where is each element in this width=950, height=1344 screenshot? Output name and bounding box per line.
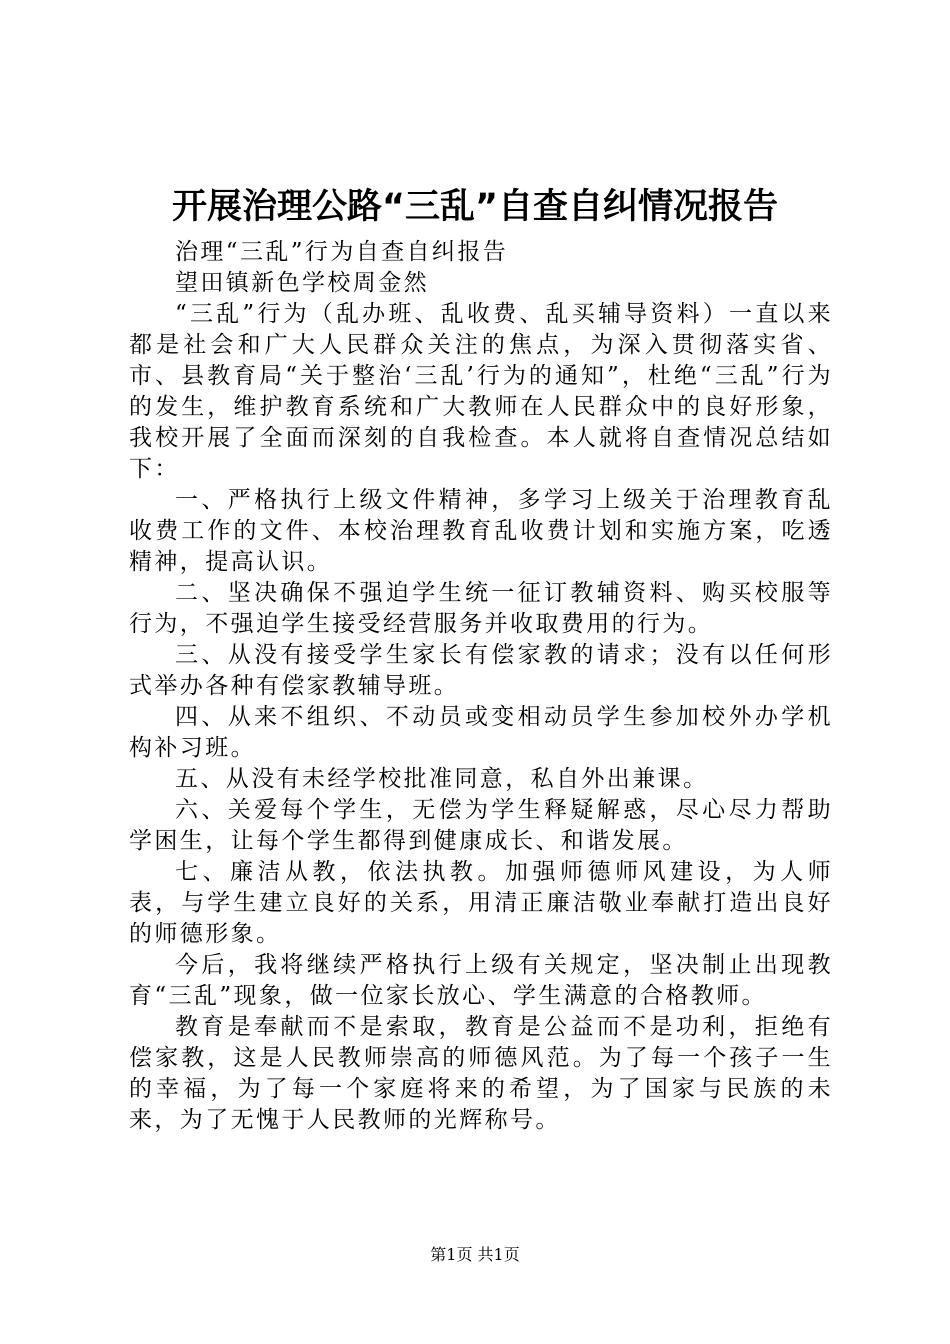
body-paragraph: 五、从没有未经学校批准同意，私自外出兼课。 xyxy=(175,766,709,792)
body-paragraph: 今后，我将继续严格执行上级有关规定，坚决制止出现教育“三乱”现象，做一位家长放心、学生满意的合格教师。 xyxy=(129,952,833,1009)
body-paragraph: 四、从来不组织、不动员或变相动员学生参加校外办学机构补习班。 xyxy=(129,704,833,761)
body-paragraph: 六、关爱每个学生，无偿为学生释疑解惑，尽心尽力帮助学困生，让每个学生都得到健康成长、和谐发展。 xyxy=(129,797,833,854)
page-footer: 第1页 共1页 xyxy=(430,1245,520,1264)
body-paragraph: 七、廉洁从教，依法执教。加强师德师风建设，为人师表，与学生建立良好的关系，用清正廉洁敬业奉献打造出良好的师德形象。 xyxy=(129,859,833,947)
body-paragraph: 一、严格执行上级文件精神，多学习上级关于治理教育乱收费工作的文件、本校治理教育乱收费计划和实施方案，吃透精神，提高认识。 xyxy=(129,487,833,575)
body-paragraph: 三、从没有接受学生家长有偿家教的请求；没有以任何形式举办各种有偿家教辅导班。 xyxy=(129,642,833,699)
body-paragraph: “三乱”行为（乱办班、乱收费、乱买辅导资料）一直以来都是社会和广大人民群众关注的焦点，为深入贯彻落实省、市、县教育局“关于整治‘三乱’行为的通知”，杜绝“三乱”行为的发生，维护教育系统和广大教师在人民群众中的良好形象，我校开展了全面而深刻的自我检查。本人就将自查情况总结如下： xyxy=(129,301,833,482)
body-paragraph: 教育是奉献而不是索取，教育是公益而不是功利，拒绝有偿家教，这是人民教师崇高的师德风范。为了每一个孩子一生的幸福，为了每一个家庭将来的希望，为了国家与民族的未来，为了无愧于人民教师的光辉称号。 xyxy=(129,1014,833,1133)
author-paragraph: 望田镇新色学校周金然 xyxy=(175,270,429,296)
subtitle-paragraph: 治理“三乱”行为自查自纠报告 xyxy=(175,239,509,265)
document-body xyxy=(129,237,833,1136)
document-title: 开展治理公路“三乱”自查自纠情况报告 xyxy=(171,187,778,227)
body-paragraph: 二、坚决确保不强迫学生统一征订教辅资料、购买校服等行为，不强迫学生接受经营服务并收取费用的行为。 xyxy=(129,580,833,637)
